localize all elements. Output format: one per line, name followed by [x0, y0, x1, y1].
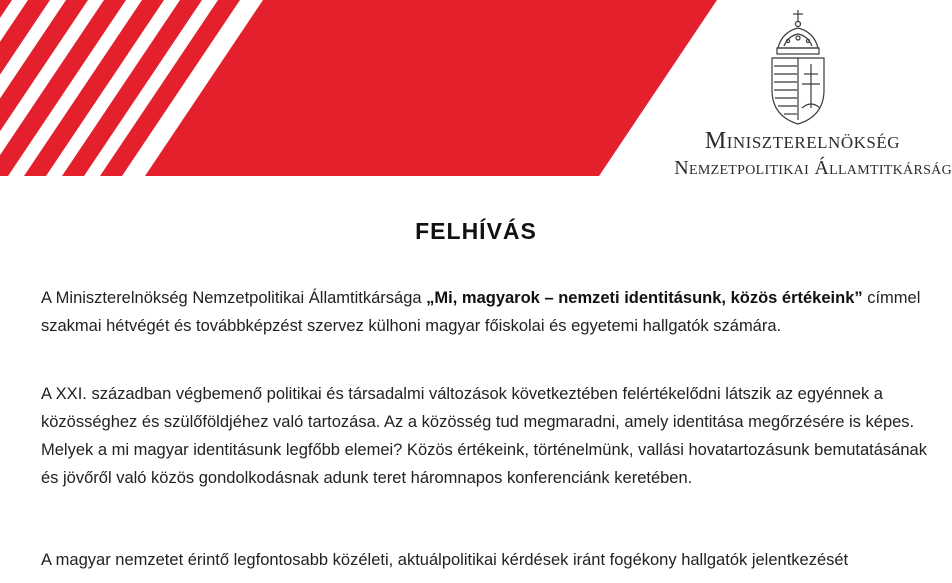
paragraph-1-rest: címmel szakmai hétvégét és továbbképzést szervez külhoni magyar főiskolai és egyetemi hallgatók számára.	[41, 289, 921, 335]
paragraph-1	[41, 284, 941, 340]
document-title: FELHÍVÁS	[415, 218, 537, 244]
paragraph-2: A XXI. században végbemenő politikai és társadalmi változások következtében felértékelődni látszik az egyénnek a közösséghez és szülőföldjéhez való tartozása. Az a közösség tud megmaradni, amely identitása megőrzésére is képes. Melyek a mi magyar identitásunk legfőbb elemei? Közös értékeink, történelmünk, vallási hovatartozásunk bemutatásának és jövőről való közös gondolkodásnak adunk teret háromnapos konferenciánk keretében.	[41, 385, 927, 487]
paragraph-1-intro: A Miniszterelnökség Nemzetpolitikai Államtitkársága	[41, 289, 427, 307]
ministry-name	[622, 126, 952, 180]
ministry-line-2: Nemzetpolitikai Államtitkárság	[674, 157, 952, 179]
paragraph-3: A magyar nemzetet érintő legfontosabb közéleti, aktuálpolitikai kérdések iránt fogékony hallgatók jelentkezését	[41, 551, 849, 569]
event-title: „Mi, magyarok – nemzeti identitásunk, közös értékeink”	[426, 289, 863, 307]
coat-of-arms-icon	[764, 8, 832, 126]
ministry-line-1: Miniszterelnökség	[704, 128, 900, 154]
